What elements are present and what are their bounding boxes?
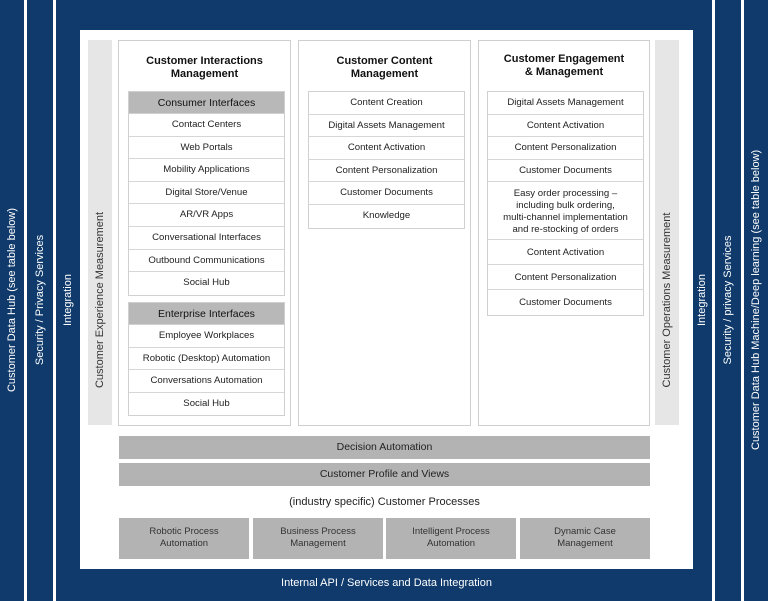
interactions-title-line2: Management <box>170 68 239 80</box>
engagement-title <box>479 53 649 79</box>
interactions-title-line1: Customer Interactions <box>146 55 263 67</box>
customer-processes-label: (industry specific) Customer Processes <box>289 496 480 508</box>
engagement-title-line2: & Management <box>524 66 604 78</box>
list-item: Mobility Applications <box>129 159 284 182</box>
list-item: Employee Workplaces <box>129 325 284 348</box>
order-processing-item <box>488 182 643 240</box>
list-item: Web Portals <box>129 137 284 160</box>
content-title <box>299 55 470 81</box>
list-item: Conversational Interfaces <box>129 227 284 250</box>
list-item: Digital Store/Venue <box>129 182 284 205</box>
interactions-title <box>119 55 290 81</box>
process-box-line1: Business Process <box>280 526 356 537</box>
list-item: Content Personalization <box>488 137 643 160</box>
list-item: Customer Documents <box>519 297 612 309</box>
integration-label-right: Integration <box>696 274 708 326</box>
list-item: Content Personalization <box>488 265 643 290</box>
list-item: Digital Assets Management <box>488 92 643 115</box>
customer-data-hub-label: Customer Data Hub (see table below) <box>6 207 18 393</box>
list-item: Customer Documents <box>309 182 464 205</box>
order-line-4: and re-stocking of orders <box>512 224 619 236</box>
process-box <box>119 518 249 559</box>
process-box-line1: Dynamic Case <box>554 526 616 537</box>
process-box-line1: Intelligent Process <box>412 526 490 537</box>
order-line-2: including bulk ordering, <box>516 200 615 212</box>
list-item: Social Hub <box>183 397 230 409</box>
integration-label-left: Integration <box>62 274 74 326</box>
process-box <box>520 518 650 559</box>
enterprise-interfaces-list <box>128 302 285 416</box>
list-item: Social Hub <box>183 277 230 289</box>
process-box-line2: Management <box>290 538 346 549</box>
decision-automation-bar: Decision Automation <box>119 436 650 459</box>
list-item: Customer Documents <box>488 160 643 183</box>
process-box-line2: Management <box>557 538 613 549</box>
list-item: Contact Centers <box>129 114 284 137</box>
content-title-line1: Customer Content <box>336 55 433 67</box>
engagement-column <box>478 40 650 426</box>
interactions-column <box>118 40 291 426</box>
enterprise-interfaces-header: Enterprise Interfaces <box>129 303 284 325</box>
customer-profile-bar: Customer Profile and Views <box>119 463 650 486</box>
list-item: Outbound Communications <box>129 250 284 273</box>
list-item: Content Activation <box>309 137 464 160</box>
security-privacy-label-left: Security / Privacy Services <box>34 234 46 366</box>
internal-api-label: Internal API / Services and Data Integration <box>281 577 492 589</box>
process-box <box>386 518 516 559</box>
list-item: Knowledge <box>362 209 411 221</box>
list-item: Content Activation <box>488 115 643 138</box>
process-box-line1: Robotic Process <box>149 526 219 537</box>
engagement-title-line1: Customer Engagement <box>503 53 625 65</box>
content-list <box>308 91 465 229</box>
list-item: Conversations Automation <box>129 370 284 393</box>
order-line-1: Easy order processing – <box>513 188 618 200</box>
engagement-list <box>487 91 644 316</box>
security-privacy-label-right: Security / privacy Services <box>722 235 734 365</box>
ml-data-hub-label: Customer Data Hub Machine/Deep learning (see table below) <box>750 149 762 450</box>
list-item: Content Personalization <box>309 160 464 183</box>
content-title-line2: Management <box>350 68 419 80</box>
content-column <box>298 40 471 426</box>
experience-measurement-label: Customer Experience Measurement <box>94 211 106 389</box>
order-line-3: multi-channel implementation <box>503 212 628 224</box>
consumer-interfaces-list <box>128 91 285 296</box>
list-item: Digital Assets Management <box>309 115 464 138</box>
operations-measurement-label: Customer Operations Measurement <box>661 212 673 388</box>
list-item: Content Activation <box>488 240 643 265</box>
list-item: AR/VR Apps <box>129 204 284 227</box>
list-item: Robotic (Desktop) Automation <box>129 348 284 371</box>
process-box <box>253 518 383 559</box>
process-box-line2: Automation <box>159 538 209 549</box>
process-box-line2: Automation <box>426 538 476 549</box>
consumer-interfaces-header: Consumer Interfaces <box>129 92 284 114</box>
list-item: Content Creation <box>309 92 464 115</box>
